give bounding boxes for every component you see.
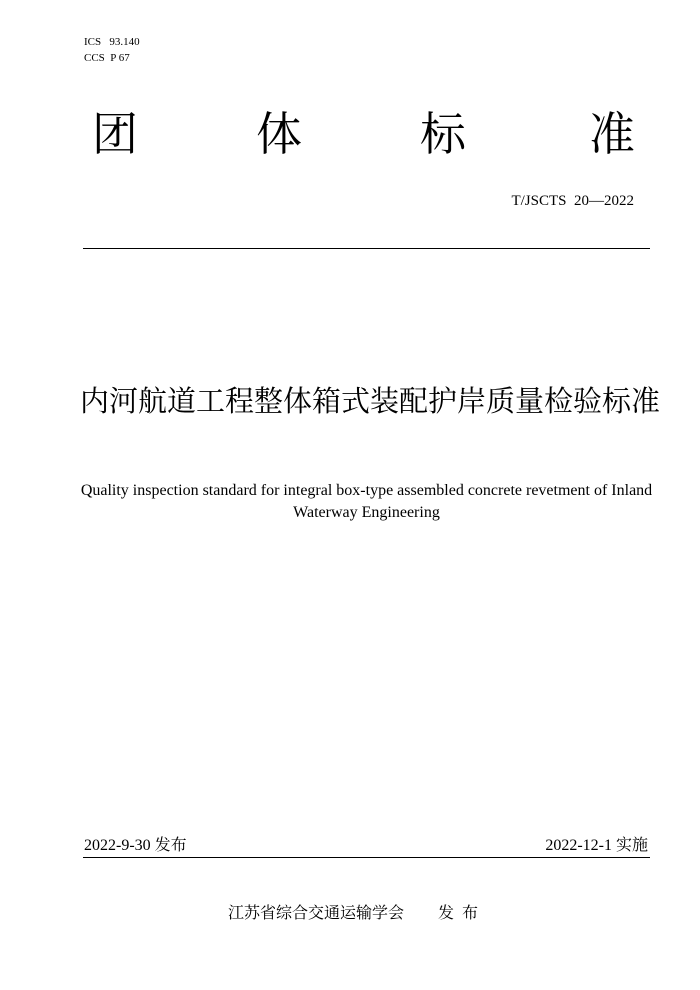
ccs-code: CCS P 67 — [84, 52, 130, 64]
standard-type-char: 准 — [589, 107, 635, 161]
implementation-date: 2022-12-1 实施 — [545, 837, 648, 854]
classification-block — [84, 34, 140, 66]
standard-type-char: 体 — [256, 107, 302, 161]
top-divider — [83, 248, 650, 249]
publisher-verb: 发布 — [438, 903, 487, 922]
ics-code: ICS 93.140 — [84, 36, 140, 48]
standard-type-heading — [84, 104, 640, 164]
publisher-name: 江苏省综合交通运输学会 — [228, 903, 405, 922]
publisher-line — [228, 902, 486, 924]
document-title-en: Quality inspection standard for integral box-type assembled concrete revetment of Inland Waterway Engineering — [80, 482, 653, 521]
document-number: T/JSCTS 20—2022 — [511, 193, 634, 209]
issue-date: 2022-9-30 发布 — [84, 837, 187, 854]
standard-type-char: 团 — [92, 107, 138, 161]
standard-type-char: 标 — [420, 107, 466, 161]
document-title-cn: 内河航道工程整体箱式装配护岸质量检验标准 — [79, 384, 660, 418]
bottom-divider — [83, 857, 650, 858]
